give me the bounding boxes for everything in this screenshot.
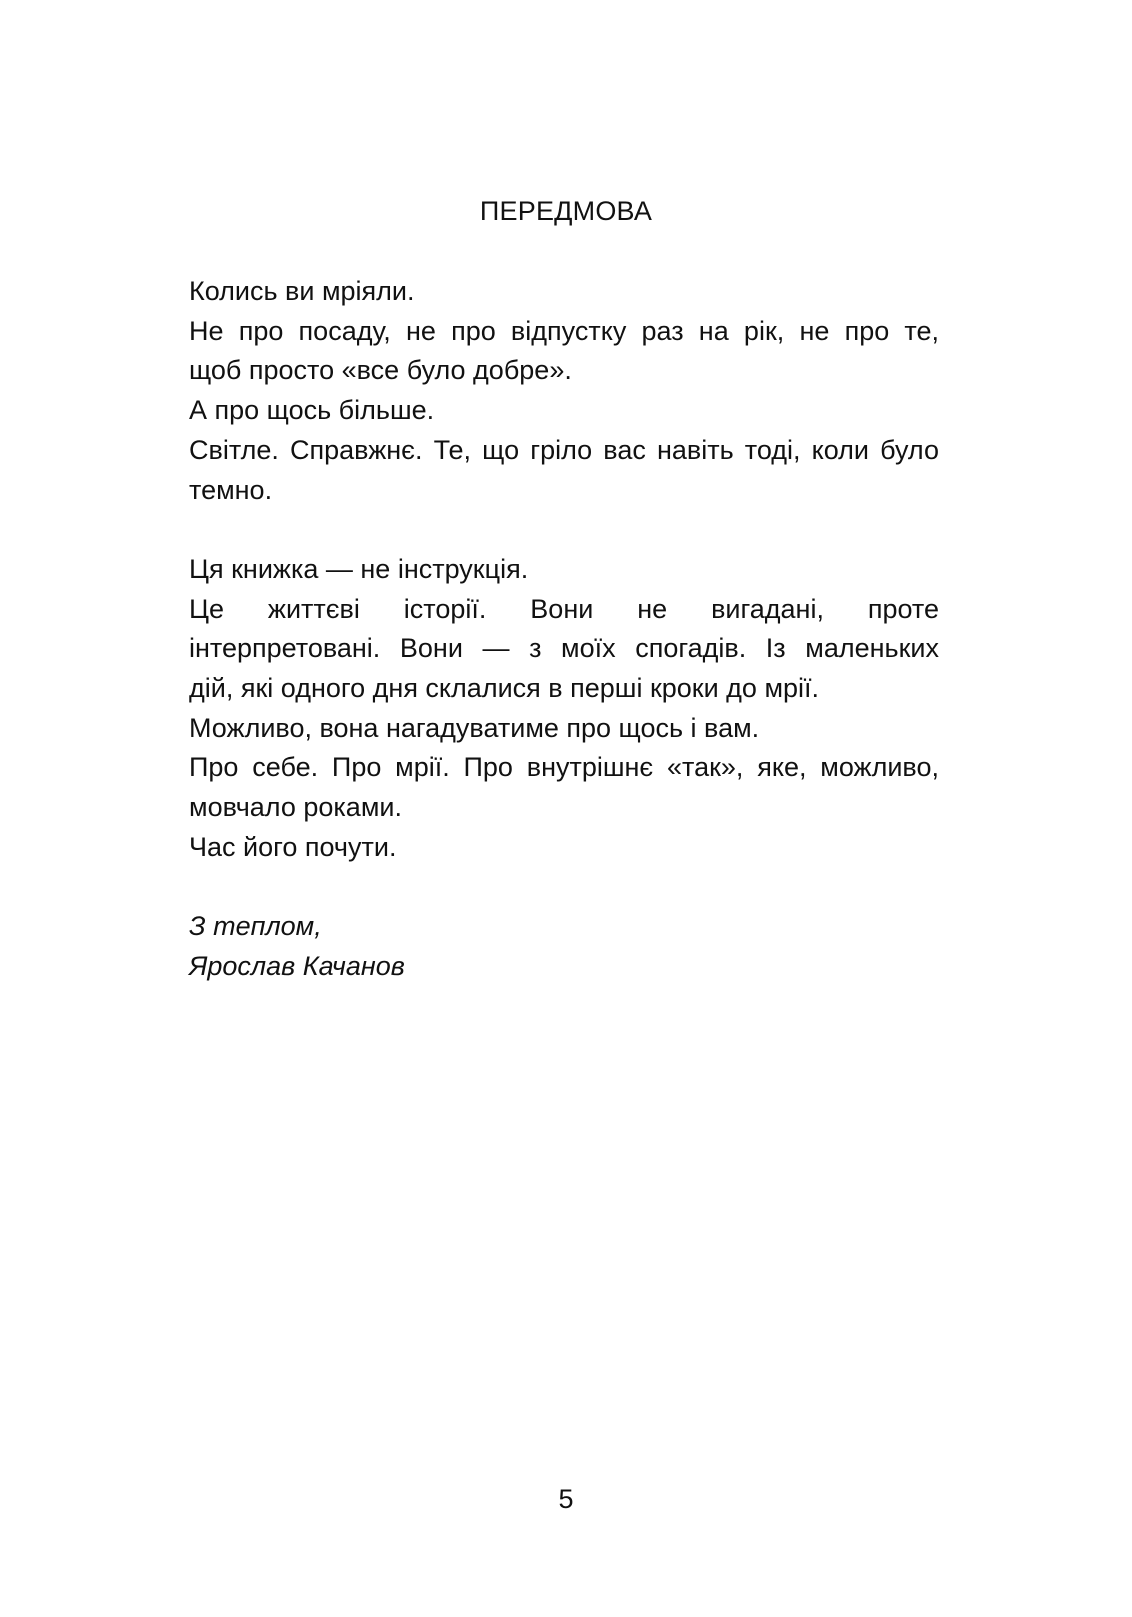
paragraph-2-line-2: Це життєві історії. Вони не вигадані, проте (189, 593, 939, 624)
paragraph-2-line-1: Ця книжка — не інструкція. (189, 553, 529, 584)
paragraph-1-line-5: Світле. Справжнє. Те, що гріло вас навіть тоді, коли було (189, 434, 939, 465)
page-number: 5 (558, 1484, 574, 1514)
signature-closing: З теплом, (189, 911, 322, 942)
signature-author: Ярослав Качанов (189, 950, 405, 981)
paragraph-1-line-3: щоб просто «все було добре». (189, 355, 572, 386)
paragraph-gap (189, 510, 939, 550)
paragraph-1-line-6: темно. (189, 474, 273, 505)
signature-gap (189, 868, 939, 908)
foreword-body (189, 272, 939, 987)
paragraph-1-line-2: Не про посаду, не про відпустку раз на рік, не про те, (189, 315, 939, 346)
paragraph-2-line-5: Можливо, вона нагадуватиме про щось і вам. (189, 712, 760, 743)
paragraph-2-line-6: Про себе. Про мрії. Про внутрішнє «так», яке, можливо, (189, 752, 939, 783)
page-title: ПЕРЕДМОВА (479, 196, 653, 226)
paragraph-2-line-4: дій, які одного дня склалися в перші кроки до мрії. (189, 673, 820, 704)
paragraph-2-line-7: мовчало роками. (189, 792, 402, 823)
paragraph-1-line-4: А про щось більше. (189, 395, 435, 426)
paragraph-1-line-1: Колись ви мріяли. (189, 276, 415, 306)
paragraph-2-line-8: Час його почути. (189, 831, 397, 862)
paragraph-2-line-3: інтерпретовані. Вони — з моїх спогадів. Із маленьких (189, 633, 939, 664)
